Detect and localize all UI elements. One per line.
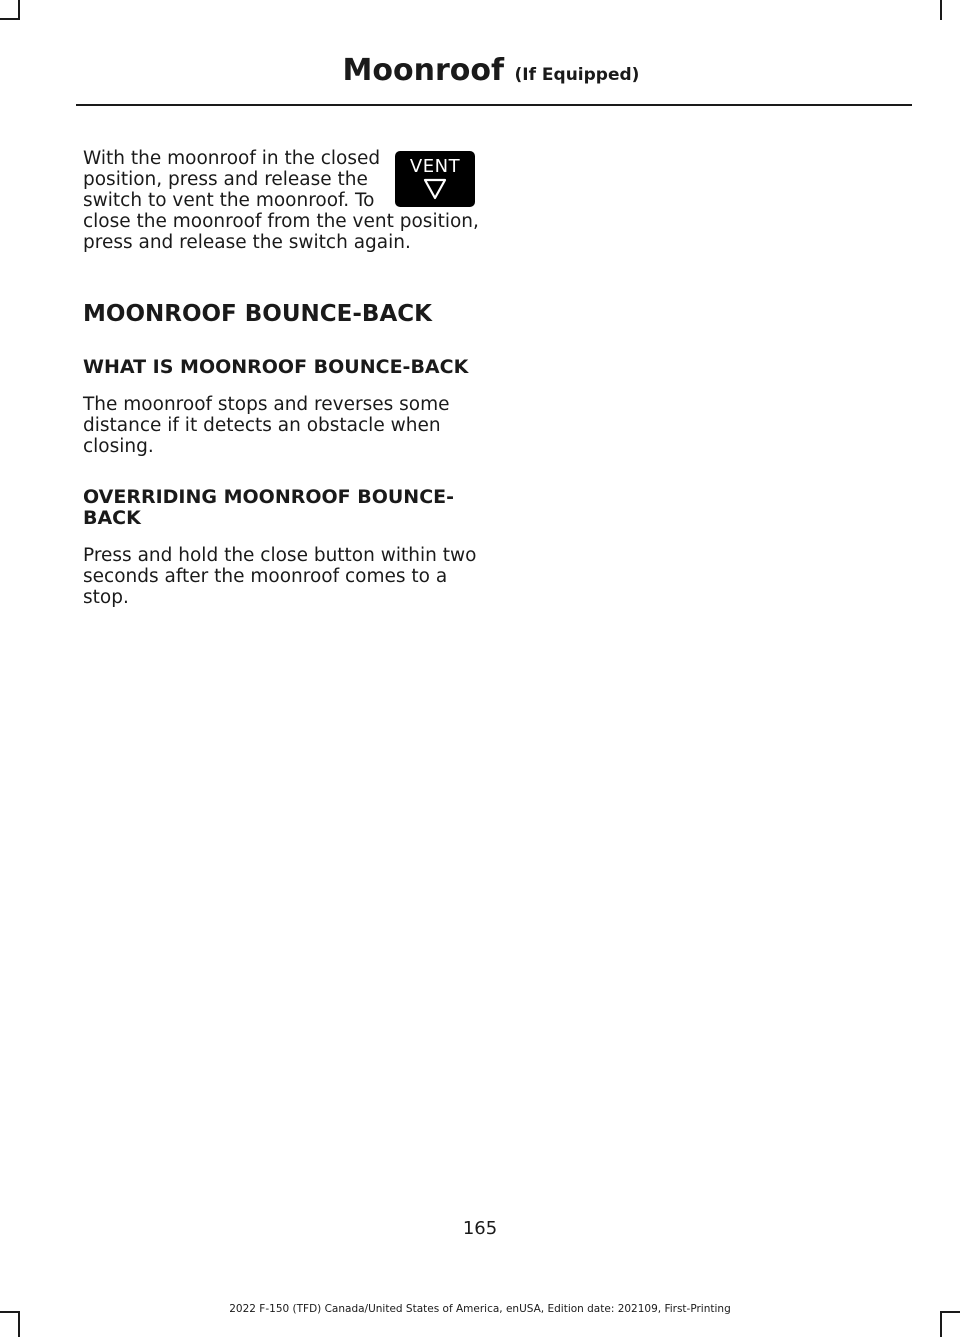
main-content xyxy=(83,148,479,608)
override-paragraph: Press and hold the close button within two seconds after the moonroof comes to a stop. xyxy=(83,545,477,608)
page-number: 165 xyxy=(462,1218,498,1239)
chapter-title: Moonroof xyxy=(342,53,505,88)
chapter-qualifier: (If Equipped) xyxy=(514,65,640,85)
what-paragraph: The moonroof stops and reverses some distance if it detects an obstacle when closing. xyxy=(83,394,450,457)
header-divider xyxy=(76,104,912,106)
crop-mark xyxy=(0,18,20,20)
crop-mark xyxy=(940,0,942,20)
subsection-heading-what: WHAT IS MOONROOF BOUNCE-BACK xyxy=(83,356,469,378)
vent-icon-label: VENT xyxy=(409,156,461,177)
vent-switch-icon xyxy=(395,151,475,207)
crop-mark xyxy=(940,1313,942,1337)
section-heading: MOONROOF BOUNCE-BACK xyxy=(83,301,432,327)
vent-paragraph: With the moonroof in the closed position, press and release the switch to vent the moonroof. To close the moonroof from the vent position, press and release the switch again. xyxy=(83,148,479,253)
page-title xyxy=(0,53,960,88)
footer-text: 2022 F-150 (TFD) Canada/United States of America, enUSA, Edition date: 202109, First-Printing xyxy=(229,1303,731,1315)
down-triangle-icon xyxy=(423,178,447,200)
crop-mark xyxy=(18,1313,20,1337)
subsection-heading-override: OVERRIDING MOONROOF BOUNCE-BACK xyxy=(83,486,455,529)
crop-mark xyxy=(18,0,20,20)
